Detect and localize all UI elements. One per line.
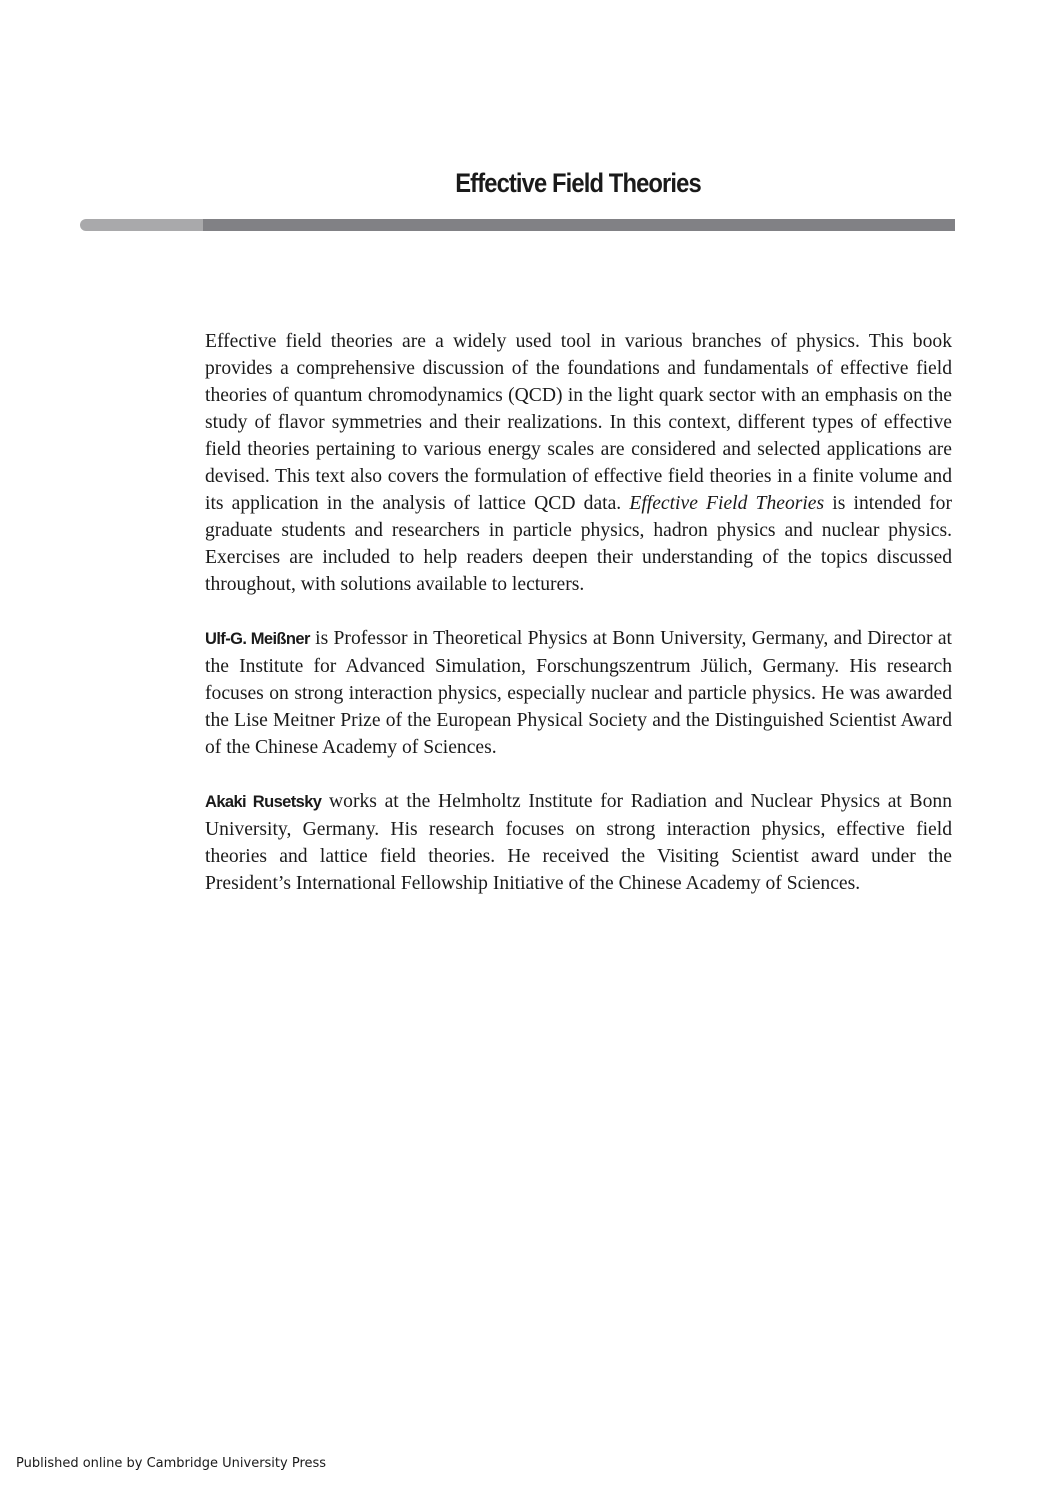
page-title: Effective Field Theories <box>455 168 701 198</box>
author-name: Akaki Rusetsky <box>205 793 322 811</box>
book-description <box>205 328 952 598</box>
blurb-text <box>205 328 952 924</box>
author-bio <box>205 625 952 761</box>
description-part2: is intended for graduate students and researchers in particle physics, hadron physics and nuclear physics. Exercises are included to help readers deepen their understanding of the topics discussed throughout, with solutions available to lecturers. <box>205 493 952 595</box>
author-bio <box>205 788 952 897</box>
author-name: Ulf-G. Meißner <box>205 630 310 648</box>
title-rule-accent <box>80 219 204 231</box>
publisher-footer: Published online by Cambridge University Press <box>16 1456 327 1471</box>
author-bio-text: works at the Helmholtz Institute for Radiation and Nuclear Physics at Bonn University, Germany. His research focuses on strong interaction physics, effective field theories and lattice field theories. He received the Visiting Scientist award under the President’s International Fellowship Initiative of the Chinese Academy of Sciences. <box>205 791 952 894</box>
author-bio-text: is Professor in Theoretical Physics at Bonn University, Germany, and Director at the Institute for Advanced Simulation, Forschungszentrum Jülich, Germany. His research focuses on strong interaction physics, especially nuclear and particle physics. He was awarded the Lise Meitner Prize of the European Physical Society and the Distinguished Scientist Award of the Chinese Academy of Sciences. <box>205 628 952 758</box>
description-part1: Effective field theories are a widely used tool in various branches of physics. This book provides a comprehensive discussion of the foundations and fundamentals of effective field theories of quantum chromodynamics (QCD) in the light quark sector with an emphasis on the study of flavor symmetries and their realizations. In this context, different types of effective field theories pertaining to various energy scales are considered and selected applications are devised. This text also covers the formulation of effective field theories in a finite volume and its application in the analysis of lattice QCD data. <box>205 331 952 514</box>
book-title-italic: Effective Field Theories <box>629 493 825 514</box>
title-rule-bar <box>203 219 955 231</box>
